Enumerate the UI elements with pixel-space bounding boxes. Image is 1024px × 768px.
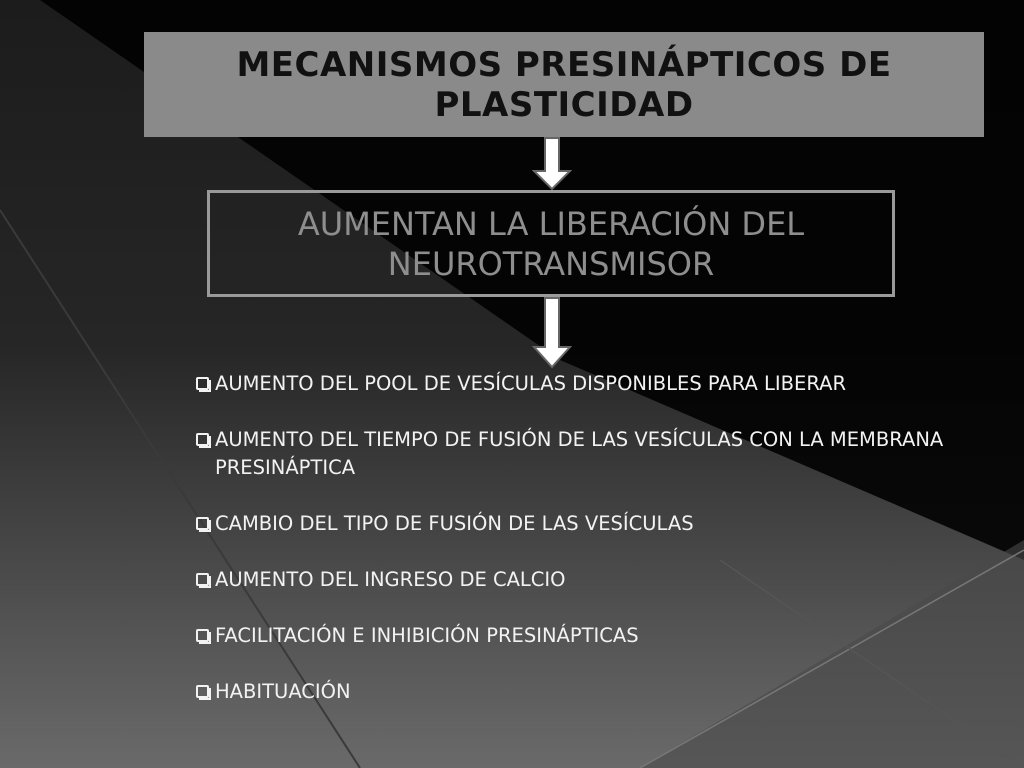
list-item: [196, 510, 976, 538]
bullet-text: HABITUACIÓN: [215, 680, 351, 703]
list-item: [196, 370, 976, 398]
checkbox-bullet-icon: [196, 573, 209, 586]
checkbox-bullet-icon: [196, 433, 209, 446]
checkbox-bullet-icon: [196, 517, 209, 530]
arrow-down-icon: [532, 297, 572, 369]
arrow-down-icon: [532, 137, 572, 191]
page-title: MECANISMOS PRESINÁPTICOS DE PLASTICIDAD: [236, 44, 892, 125]
list-item: [196, 678, 976, 706]
checkbox-bullet-icon: [196, 629, 209, 642]
bullet-text: CAMBIO DEL TIPO DE FUSIÓN DE LAS VESÍCULAS: [215, 512, 694, 535]
title-box: [144, 32, 984, 137]
bullet-text: AUMENTO DEL TIEMPO DE FUSIÓN DE LAS VESÍCULAS CON LA MEMBRANA PRESINÁPTICA: [215, 428, 944, 479]
list-item: [196, 622, 976, 650]
list-item: [196, 426, 976, 482]
checkbox-bullet-icon: [196, 685, 209, 698]
checkbox-bullet-icon: [196, 377, 209, 390]
bullet-text: AUMENTO DEL POOL DE VESÍCULAS DISPONIBLES PARA LIBERAR: [215, 372, 846, 395]
subtitle-text: AUMENTAN LA LIBERACIÓN DEL NEUROTRANSMISOR: [297, 204, 805, 283]
list-item: [196, 566, 976, 594]
bullet-text: AUMENTO DEL INGRESO DE CALCIO: [215, 568, 566, 591]
subtitle-box: [207, 190, 895, 297]
bullet-text: FACILITACIÓN E INHIBICIÓN PRESINÁPTICAS: [215, 624, 639, 647]
bullet-list: [196, 370, 976, 706]
